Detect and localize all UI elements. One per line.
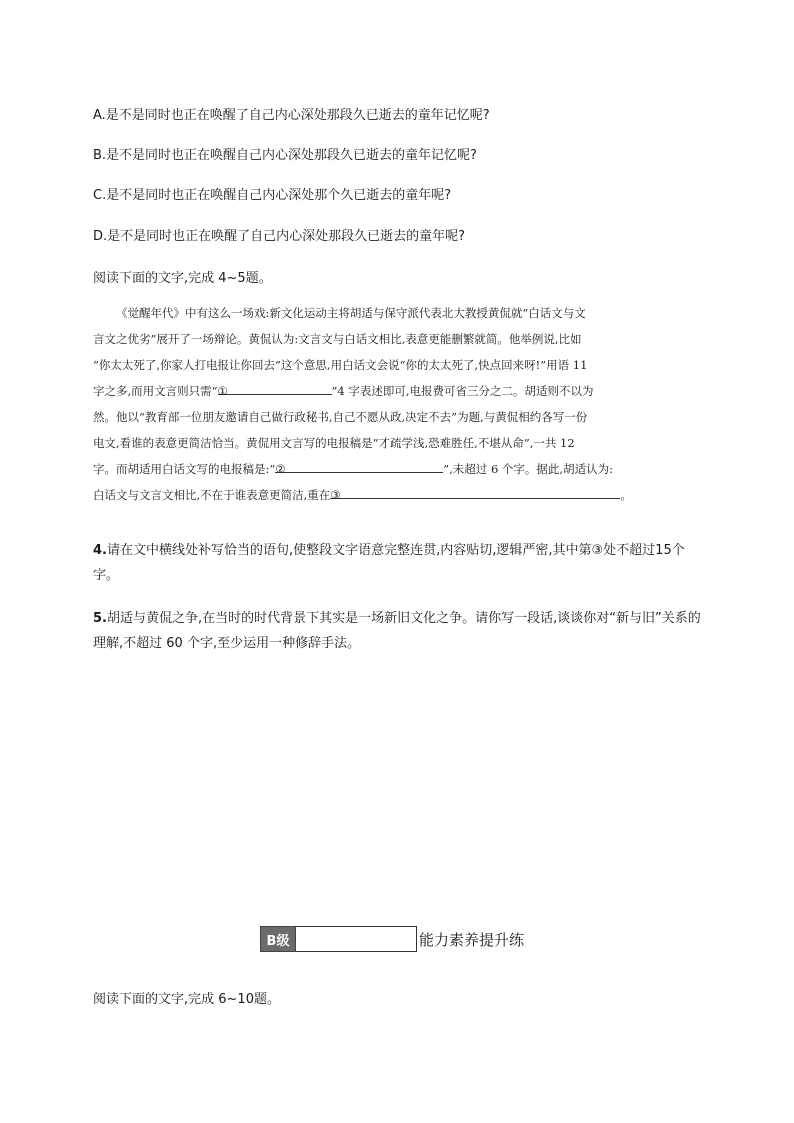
blank-1-mark: ①	[217, 384, 228, 398]
passage-line-2: 言文之优劣”展开了一场辩论。黄侃认为:文言文与白话文相比,表意更能删繁就简。他举例说,比如	[93, 332, 582, 346]
passage-line-1: 《觉醒年代》中有这么一场戏:新文化运动主将胡适与保守派代表北大教授黄侃就“白话文与文	[116, 306, 586, 320]
instruction-6-10: 阅读下面的文字,完成 6~10题。	[93, 992, 280, 1007]
option-d: D.是不是同时也正在唤醒了自己内心深处那段久已逝去的童年呢?	[93, 229, 466, 244]
passage-line-4	[93, 378, 699, 404]
passage-line-7	[93, 456, 699, 482]
instruction-4-5: 阅读下面的文字,完成 4~5题。	[93, 271, 272, 286]
passage-line-8-end: 。	[620, 488, 632, 502]
blank-3[interactable]	[330, 482, 620, 502]
blank-2[interactable]	[275, 456, 443, 476]
passage-line-3: “你太太死了,你家人打电报让你回去”这个意思,用白话文会说“你的太太死了,快点回来呀!”用语 11	[93, 358, 588, 372]
passage-line-8	[93, 482, 699, 508]
blank-3-mark: ③	[330, 488, 341, 502]
question-5-text: 胡适与黄侃之争,在当时的时代背景下其实是一场新旧文化之争。请你写一段话,谈谈你对“新与旧”关系的理解,不超过 60 个字,至少运用一种修辞手法。	[93, 611, 701, 651]
level-badge: B级	[260, 926, 296, 952]
blank-1[interactable]	[217, 378, 332, 398]
passage-line-6: 电文,看谁的表意更简洁恰当。黄侃用文言写的电报稿是“才疏学浅,恐难胜任,不堪从命”,一共 12	[93, 436, 575, 450]
option-a: A.是不是同时也正在唤醒了自己内心深处那段久已逝去的童年记忆呢?	[93, 108, 490, 123]
passage-line-8-start: 白话文与文言文相比,不在于谁表意更简洁,重在	[93, 488, 331, 502]
passage-line-5: 然。他以“教育部一位朋友邀请自己做行政秘书,自己不愿从政,决定不去”为题,与黄侃相约各写一份	[93, 410, 588, 424]
blank-2-mark: ②	[275, 462, 286, 476]
section-b-header	[260, 926, 524, 952]
question-5	[93, 606, 703, 656]
option-c: C.是不是同时也正在唤醒自己内心深处那个久已逝去的童年呢?	[93, 188, 452, 203]
option-b: B.是不是同时也正在唤醒自己内心深处那段久已逝去的童年记忆呢?	[93, 148, 477, 163]
question-4-text: 请在文中横线处补写恰当的语句,使整段文字语意完整连贯,内容贴切,逻辑严密,其中第③处不超过15个字。	[93, 543, 685, 583]
passage-line-7-start: 字。而胡适用白话文写的电报稿是:“	[93, 462, 276, 476]
passage-line-4-end: ”4 字表述即可,电报费可省三分之二。胡适则不以为	[331, 384, 594, 398]
section-title: 能力素养提升练	[419, 931, 525, 949]
question-4	[93, 538, 703, 588]
question-5-number: 5.	[93, 611, 107, 626]
passage-line-4-start: 字之多,而用文言则只需“	[93, 384, 218, 398]
score-box[interactable]	[296, 926, 417, 952]
question-4-number: 4.	[93, 543, 107, 558]
reading-passage	[93, 300, 699, 508]
passage-line-7-end: ”,未超过 6 个字。据此,胡适认为:	[443, 462, 613, 476]
